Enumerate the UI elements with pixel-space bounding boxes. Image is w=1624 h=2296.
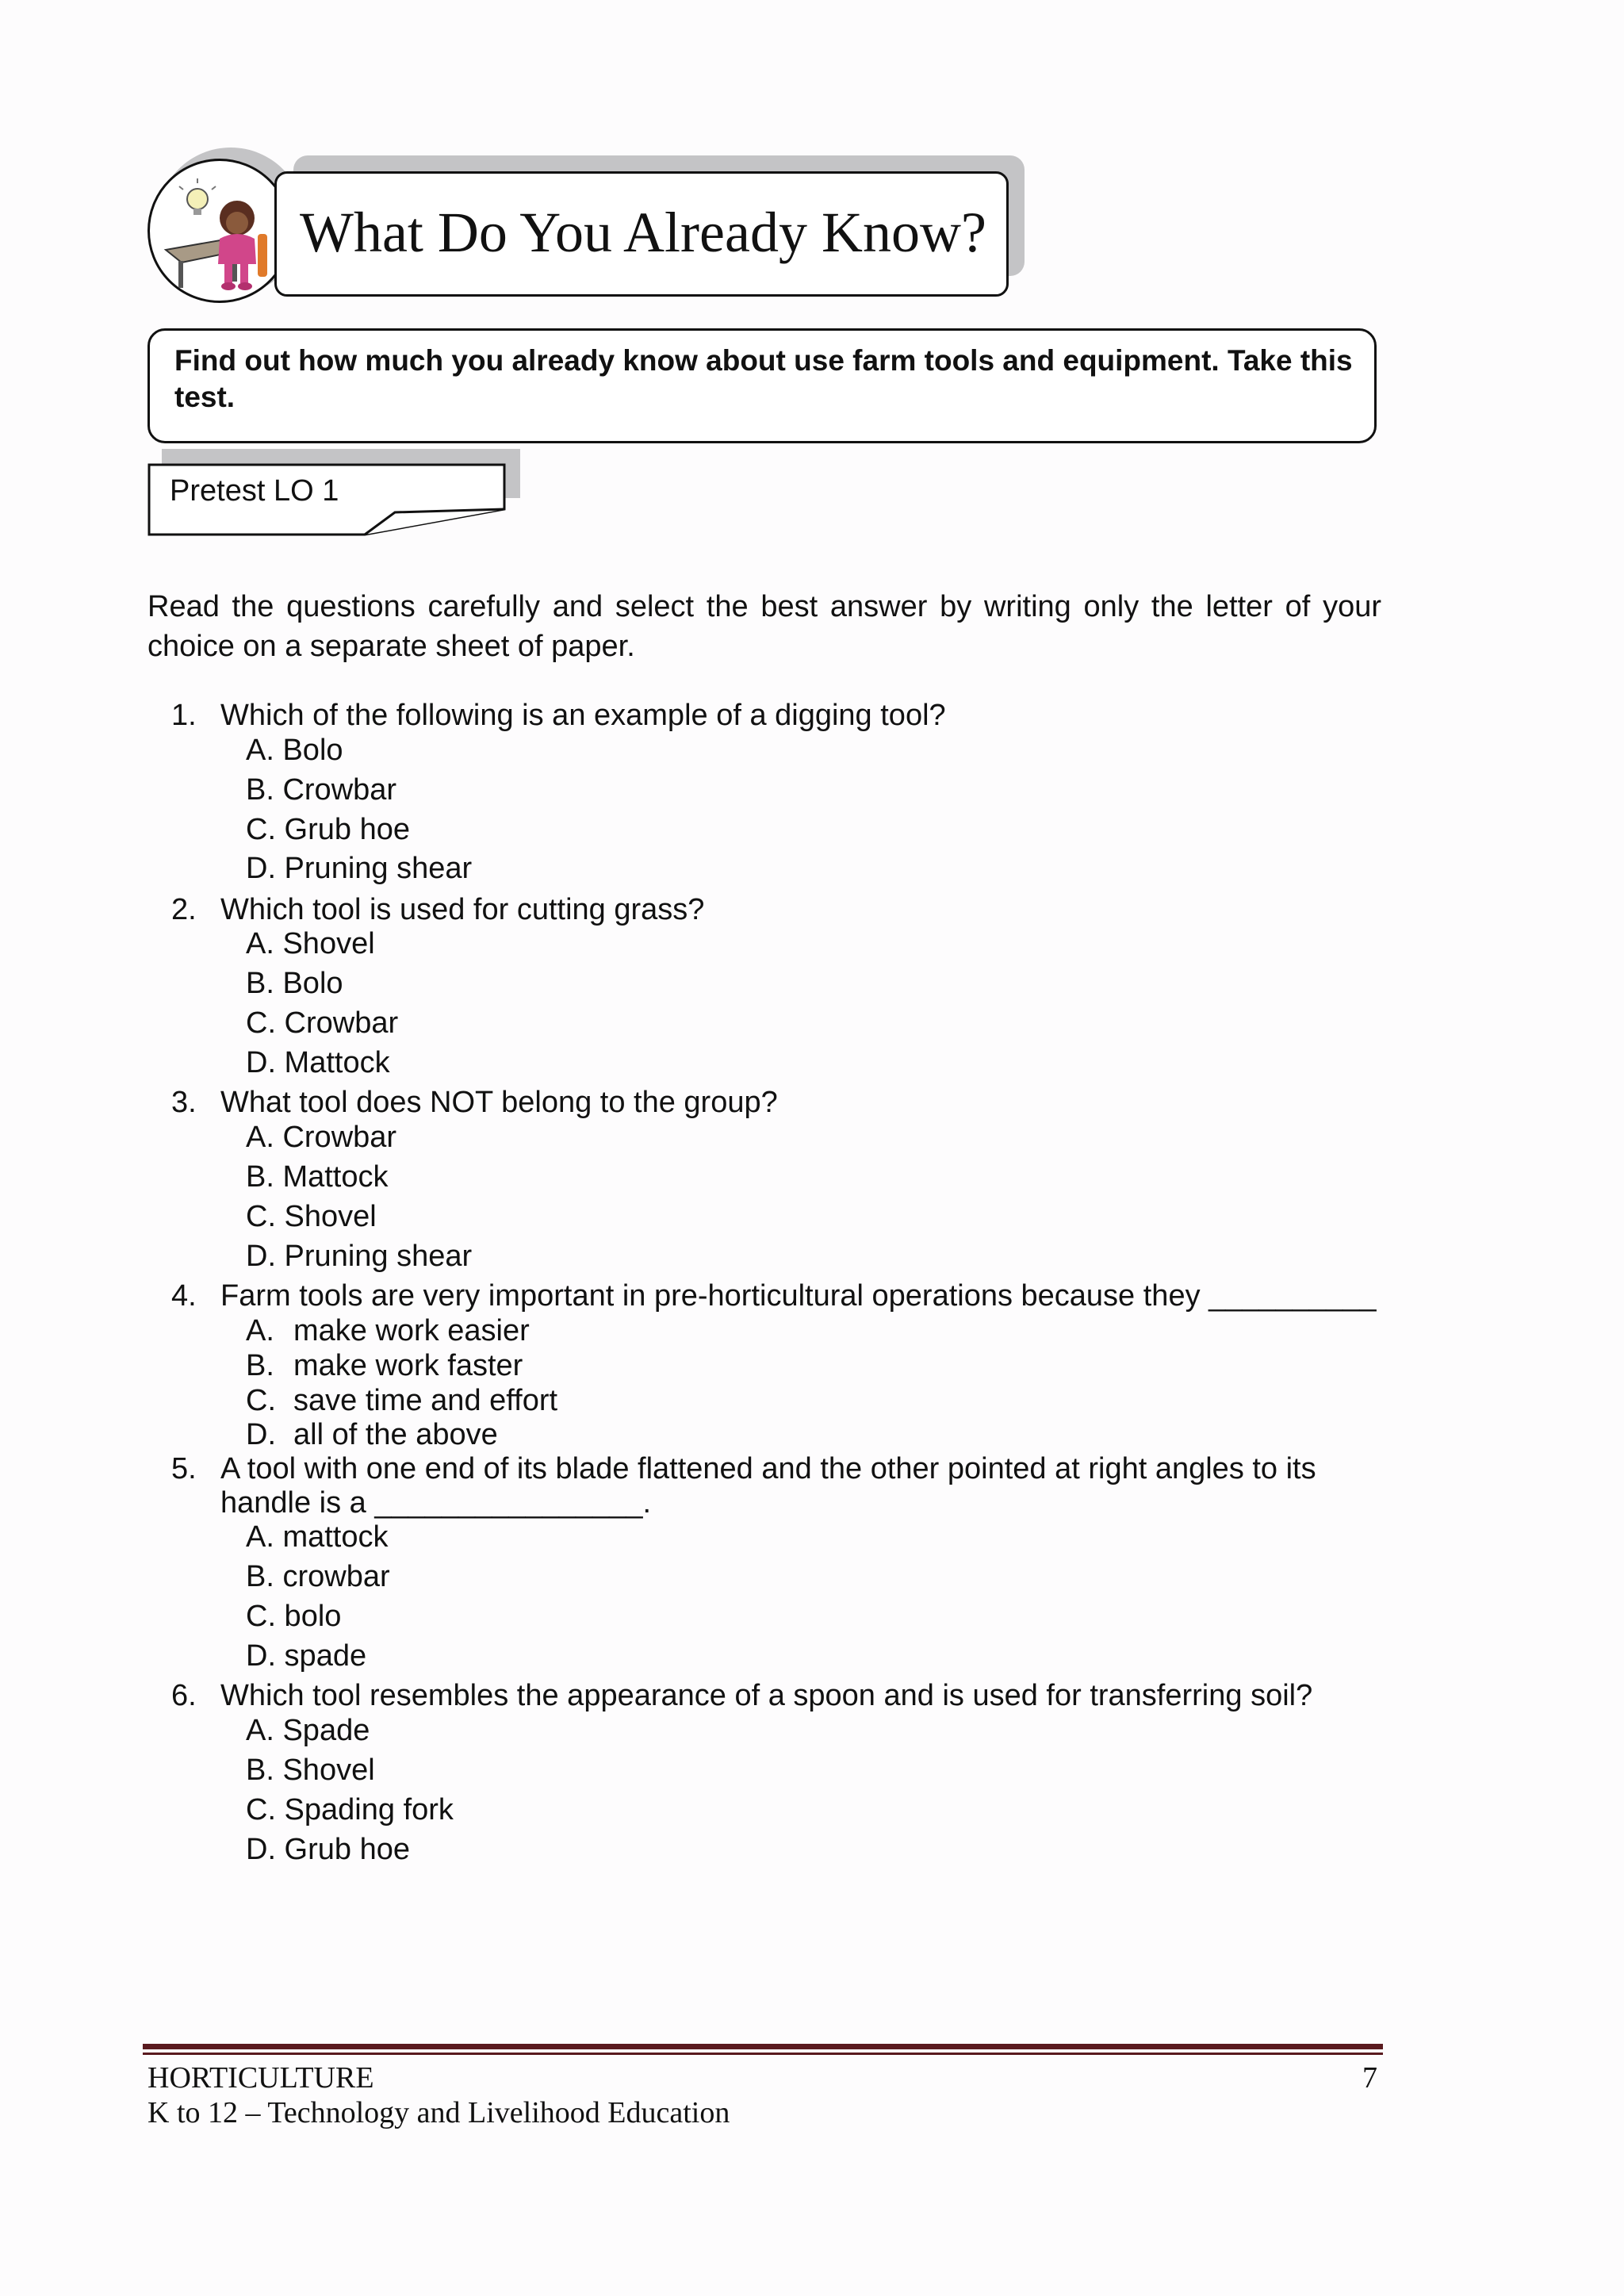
answer-option: C. Grub hoe: [246, 813, 410, 846]
answer-option-letter: D.: [246, 1418, 276, 1451]
answer-option: C. Crowbar: [246, 1006, 399, 1040]
answer-option: B. Shovel: [246, 1754, 375, 1787]
answer-option: D. Grub hoe: [246, 1833, 410, 1866]
answer-option: D. Mattock: [246, 1046, 390, 1079]
footer-subject: HORTICULTURE: [147, 2061, 374, 2095]
answer-option-letter: C.: [246, 1384, 276, 1417]
answer-option: B. Crowbar: [246, 773, 397, 807]
answer-option: D. spade: [246, 1639, 367, 1673]
answer-option-text: save time and effort: [293, 1384, 558, 1417]
footer-divider: [143, 2044, 1383, 2049]
directions-text: Read the questions carefully and select the best answer by writing only the letter of your choice on a separate sheet of paper.: [147, 590, 1381, 663]
instruction-text: Find out how much you already know about use farm tools and equipment. Take this test.: [174, 344, 1353, 413]
answer-option: C. Shovel: [246, 1200, 377, 1233]
pretest-label: Pretest LO 1: [170, 474, 339, 508]
answer-option: B. crowbar: [246, 1560, 390, 1593]
answer-option: C. Spading fork: [246, 1793, 454, 1826]
footer-divider-thin: [143, 2053, 1383, 2055]
question-number: 5.: [171, 1452, 197, 1485]
question-number: 1.: [171, 699, 197, 732]
question-text: What tool does NOT belong to the group?: [220, 1086, 778, 1119]
lightbulb-icon: [179, 178, 216, 215]
answer-option-text: make work easier: [293, 1314, 530, 1347]
question-number: 4.: [171, 1279, 197, 1313]
answer-option: B. Bolo: [246, 967, 343, 1000]
question-text: Farm tools are very important in pre-horticultural operations because they __________: [220, 1279, 1377, 1313]
answer-option: A. Bolo: [246, 734, 343, 767]
footer-course: K to 12 – Technology and Livelihood Education: [147, 2096, 730, 2129]
student-illustration: [147, 159, 292, 303]
answer-option-text: make work faster: [293, 1349, 523, 1382]
answer-option: A. mattock: [246, 1520, 389, 1554]
answer-option: A. Spade: [246, 1714, 370, 1747]
answer-option-text: all of the above: [293, 1418, 498, 1451]
page-title: What Do You Already Know?: [300, 201, 986, 264]
answer-option: D. Pruning shear: [246, 1240, 473, 1273]
question-text: Which tool resembles the appearance of a spoon and is used for transferring soil?: [220, 1679, 1313, 1712]
question-text-continued: handle is a ________________.: [220, 1486, 652, 1520]
answer-option: A. Shovel: [246, 927, 375, 960]
question-text: A tool with one end of its blade flattened and the other pointed at right angles to its: [220, 1452, 1316, 1485]
page-number: 7: [1362, 2061, 1377, 2095]
answer-option: D. Pruning shear: [246, 852, 473, 885]
question-text: Which of the following is an example of a digging tool?: [220, 699, 946, 732]
answer-option: B. Mattock: [246, 1160, 389, 1194]
question-number: 2.: [171, 893, 197, 926]
answer-option-letter: A.: [246, 1314, 274, 1347]
answer-option-letter: B.: [246, 1349, 274, 1382]
answer-option: C. bolo: [246, 1600, 342, 1633]
question-number: 6.: [171, 1679, 197, 1712]
question-number: 3.: [171, 1086, 197, 1119]
question-text: Which tool is used for cutting grass?: [220, 893, 705, 926]
answer-option: A. Crowbar: [246, 1121, 397, 1154]
